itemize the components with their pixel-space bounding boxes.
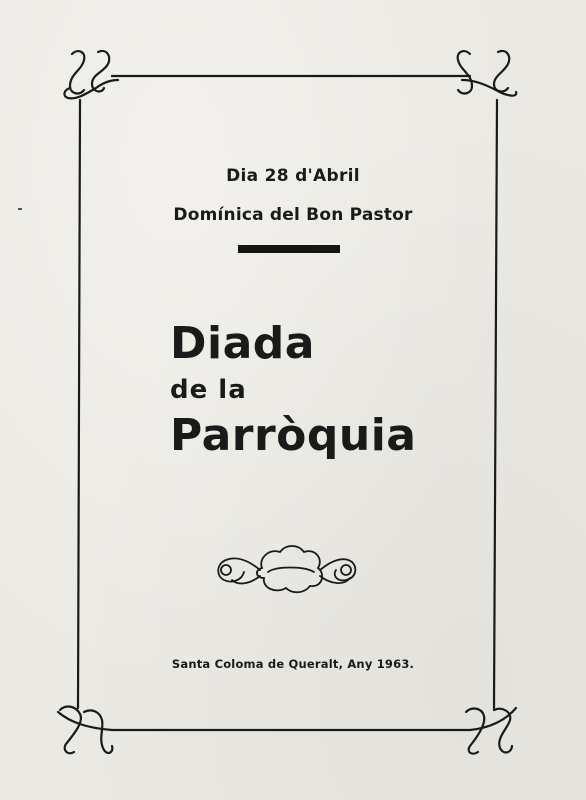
corner-flourish-icon [466, 708, 516, 754]
title-line-de-la: de la [170, 375, 247, 405]
date-line: Dia 28 d'Abril [226, 166, 360, 186]
corner-flourish-icon [58, 707, 112, 754]
main-title [170, 318, 416, 462]
title-line-diada: Diada [170, 318, 315, 369]
border-left [78, 100, 80, 708]
divider-rule [238, 245, 340, 253]
corner-flourish-icon [458, 51, 517, 96]
footer-place-year: Santa Coloma de Queralt, Any 1963. [171, 657, 415, 671]
feast-subtitle: Domínica del Bon Pastor [173, 205, 413, 225]
corner-flourish-icon [64, 51, 118, 98]
center-ornament-icon [218, 546, 355, 592]
border-right [494, 100, 497, 708]
title-line-parroquia: Parròquia [170, 410, 417, 461]
